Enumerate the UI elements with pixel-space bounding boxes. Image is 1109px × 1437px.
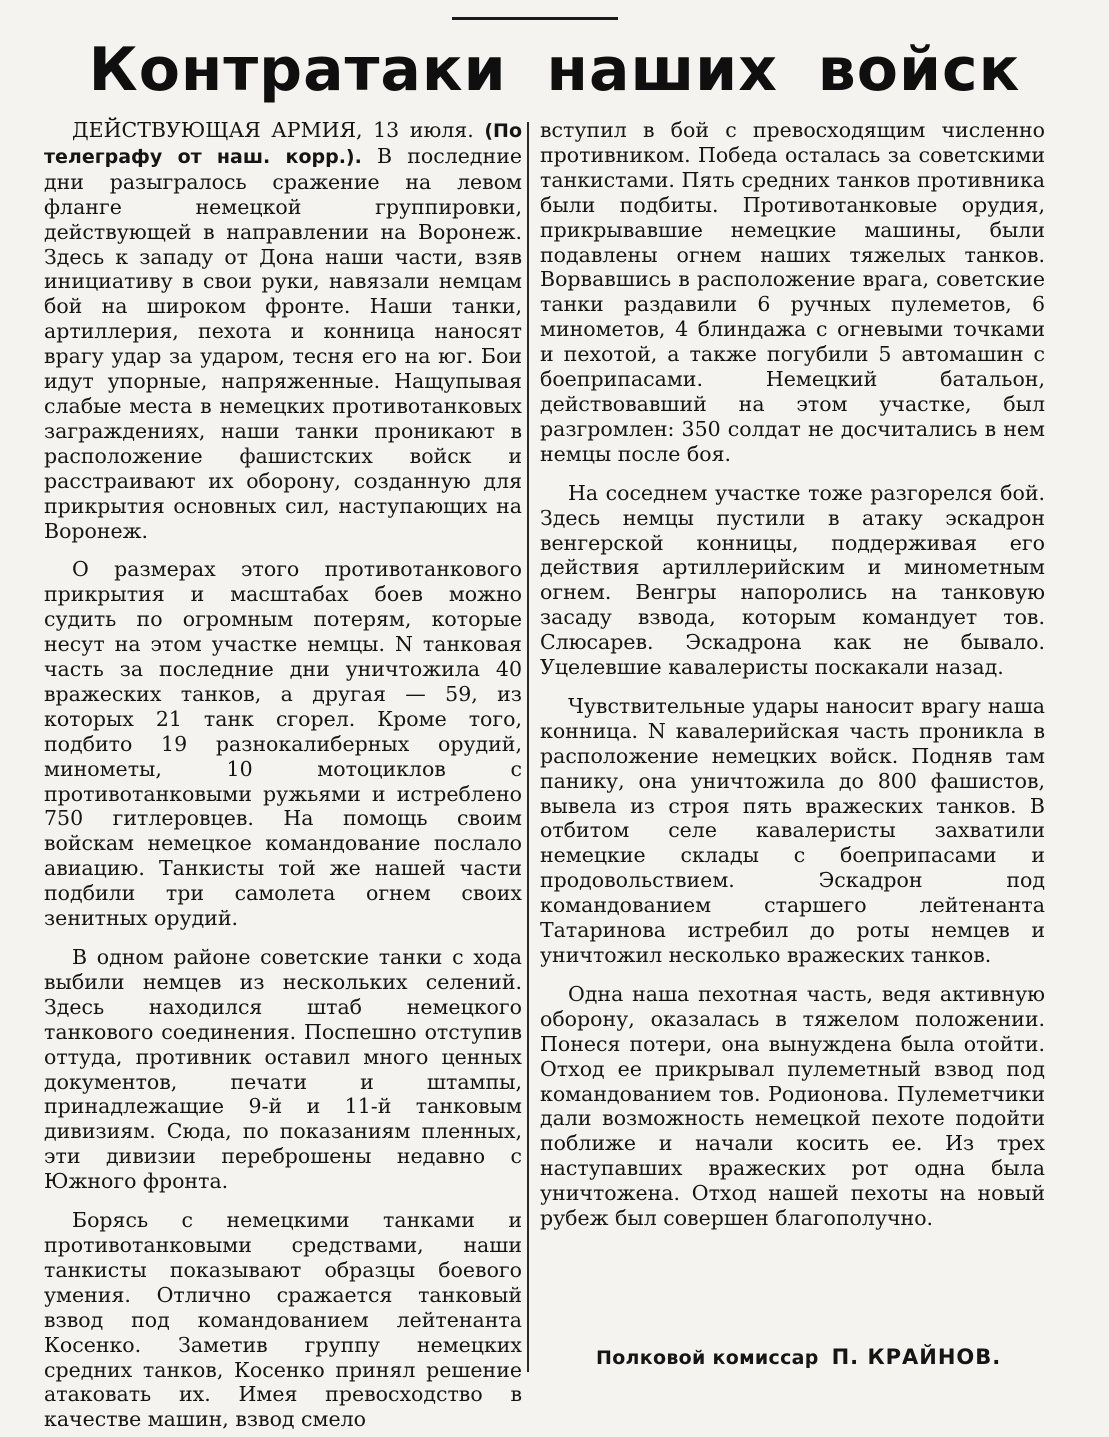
top-rule	[452, 17, 618, 20]
paragraph-1-text: В последние дни разыгралось сражение на левом фланге немецкой группировки, действующей в направлении на Воронеж. Здесь к западу от Дона наши части, взяв инициативу в свои руки, навязали немцам бой на широком фронте. Наши танки, артиллерия, пехота и конница наносят врагу удар за ударом, тесня его на юг. Бои идут упорные, напряженные. Нащупывая слабые места в немецких противотанковых заграждениях, наши танки проникают в расположение фашистских войск и расстраивают их оборону, созданную для прикрытия основных сил, наступающих на Воронеж.	[44, 143, 522, 543]
signature-title: Полковой комиссар	[596, 1347, 819, 1369]
paragraph-7: Чувствительные удары наносит врагу наша конница. N кавалерийская часть проникла в расположение немецких войск. Подняв там панику, она уничтожила до 800 фашистов, вывела из строя пять вражеских танков. В отбитом селе кавалеристы захватили немецкие склады с боеприпасами и продовольствием. Эскадрон под командованием старшего лейтенанта Татаринова истребил до роты немцев и уничтожил несколько вражеских танков.	[540, 693, 1045, 967]
dateline: ДЕЙСТВУЮЩАЯ АРМИЯ, 13 июля.	[72, 118, 474, 142]
paragraph-3: В одном районе советские танки с хода выбили немцев из нескольких селений. Здесь находился штаб немецкого танкового соединения. Поспешно отступив оттуда, противник оставил много ценных документов, печати и штампы, принадлежащие 9-й и 11-й танковым дивизиям. Сюда, по показаниям пленных, эти дивизии переброшены недавно с Южного фронта.	[44, 945, 522, 1194]
signature-name: П. КРАЙНОВ.	[831, 1345, 1002, 1369]
column-divider	[527, 122, 529, 1372]
byline-lead: (По телеграфу от наш. корр.).	[44, 120, 522, 168]
paragraph-8: Одна наша пехотная часть, ведя активную оборону, оказалась в тяжелом положении. Понеся потери, она вынуждена была отойти. Отход ее прикрывал пулеметный взвод под командованием тов. Родионова. Пулеметчики дали возможность немецкой пехоте подойти поближе и начали косить ее. Из трех наступавших вражеских рот одна была уничтожена. Отход нашей пехоты на новый рубеж был совершен благополучно.	[540, 981, 1045, 1231]
paragraph-5: вступил в бой с превосходящим численно противником. Победа осталась за советскими танкистами. Пять средних танков противника были подбиты. Противотанковые орудия, прикрывавшие немецкие машины, были подавлены огнем наших тяжелых танков. Ворвавшись в расположение врага, советские танки раздавили 6 ручных пулеметов, 6 минометов, 4 блиндажа с огневыми точками и пехотой, а также погубили 5 автомашин с боеприпасами. Немецкий батальон, действовавший на этом участке, был разгромлен: 350 солдат не досчитались в нем немцы после боя.	[540, 118, 1045, 466]
paragraph-2: О размерах этого противотанкового прикрытия и масштабах боев можно судить по огромным потерям, которые несут на этом участке немцы. N танковая часть за последние дни уничтожила 40 вражеских танков, а другая — 59, из которых 21 танк сгорел. Кроме того, подбито 19 разнокалиберных орудий, минометы, 10 мотоциклов с противотанковыми ружьями и истреблено 750 гитлеровцев. На помощь своим войскам немецкое командование послало авиацию. Танкисты той же нашей части подбили три самолета огнем своих зенитных орудий.	[44, 557, 522, 931]
article-column-right	[540, 118, 1045, 1231]
paragraph-1	[44, 118, 522, 543]
paragraph-6: На соседнем участке тоже разгорелся бой. Здесь немцы пустили в атаку эскадрон венгерской конницы, поддерживая его действия артиллерийским и минометным огнем. Венгры напоролись на танковую засаду взвода, которым командует тов. Слюсарев. Эскадрона как не бывало. Уцелевшие кавалеристы поскакали назад.	[540, 480, 1045, 680]
headline: Контратаки наших войск	[88, 35, 1021, 105]
paragraph-4: Борясь с немецкими танками и противотанковыми средствами, наши танкисты показывают образцы боевого умения. Отлично сражается танковый взвод под командованием лейтенанта Косенко. Заметив группу немецких средних танков, Косенко принял решение атаковать их. Имея превосходство в качестве машин, взвод смело	[44, 1208, 522, 1432]
signature	[596, 1345, 1001, 1369]
article-column-left	[44, 118, 522, 1432]
